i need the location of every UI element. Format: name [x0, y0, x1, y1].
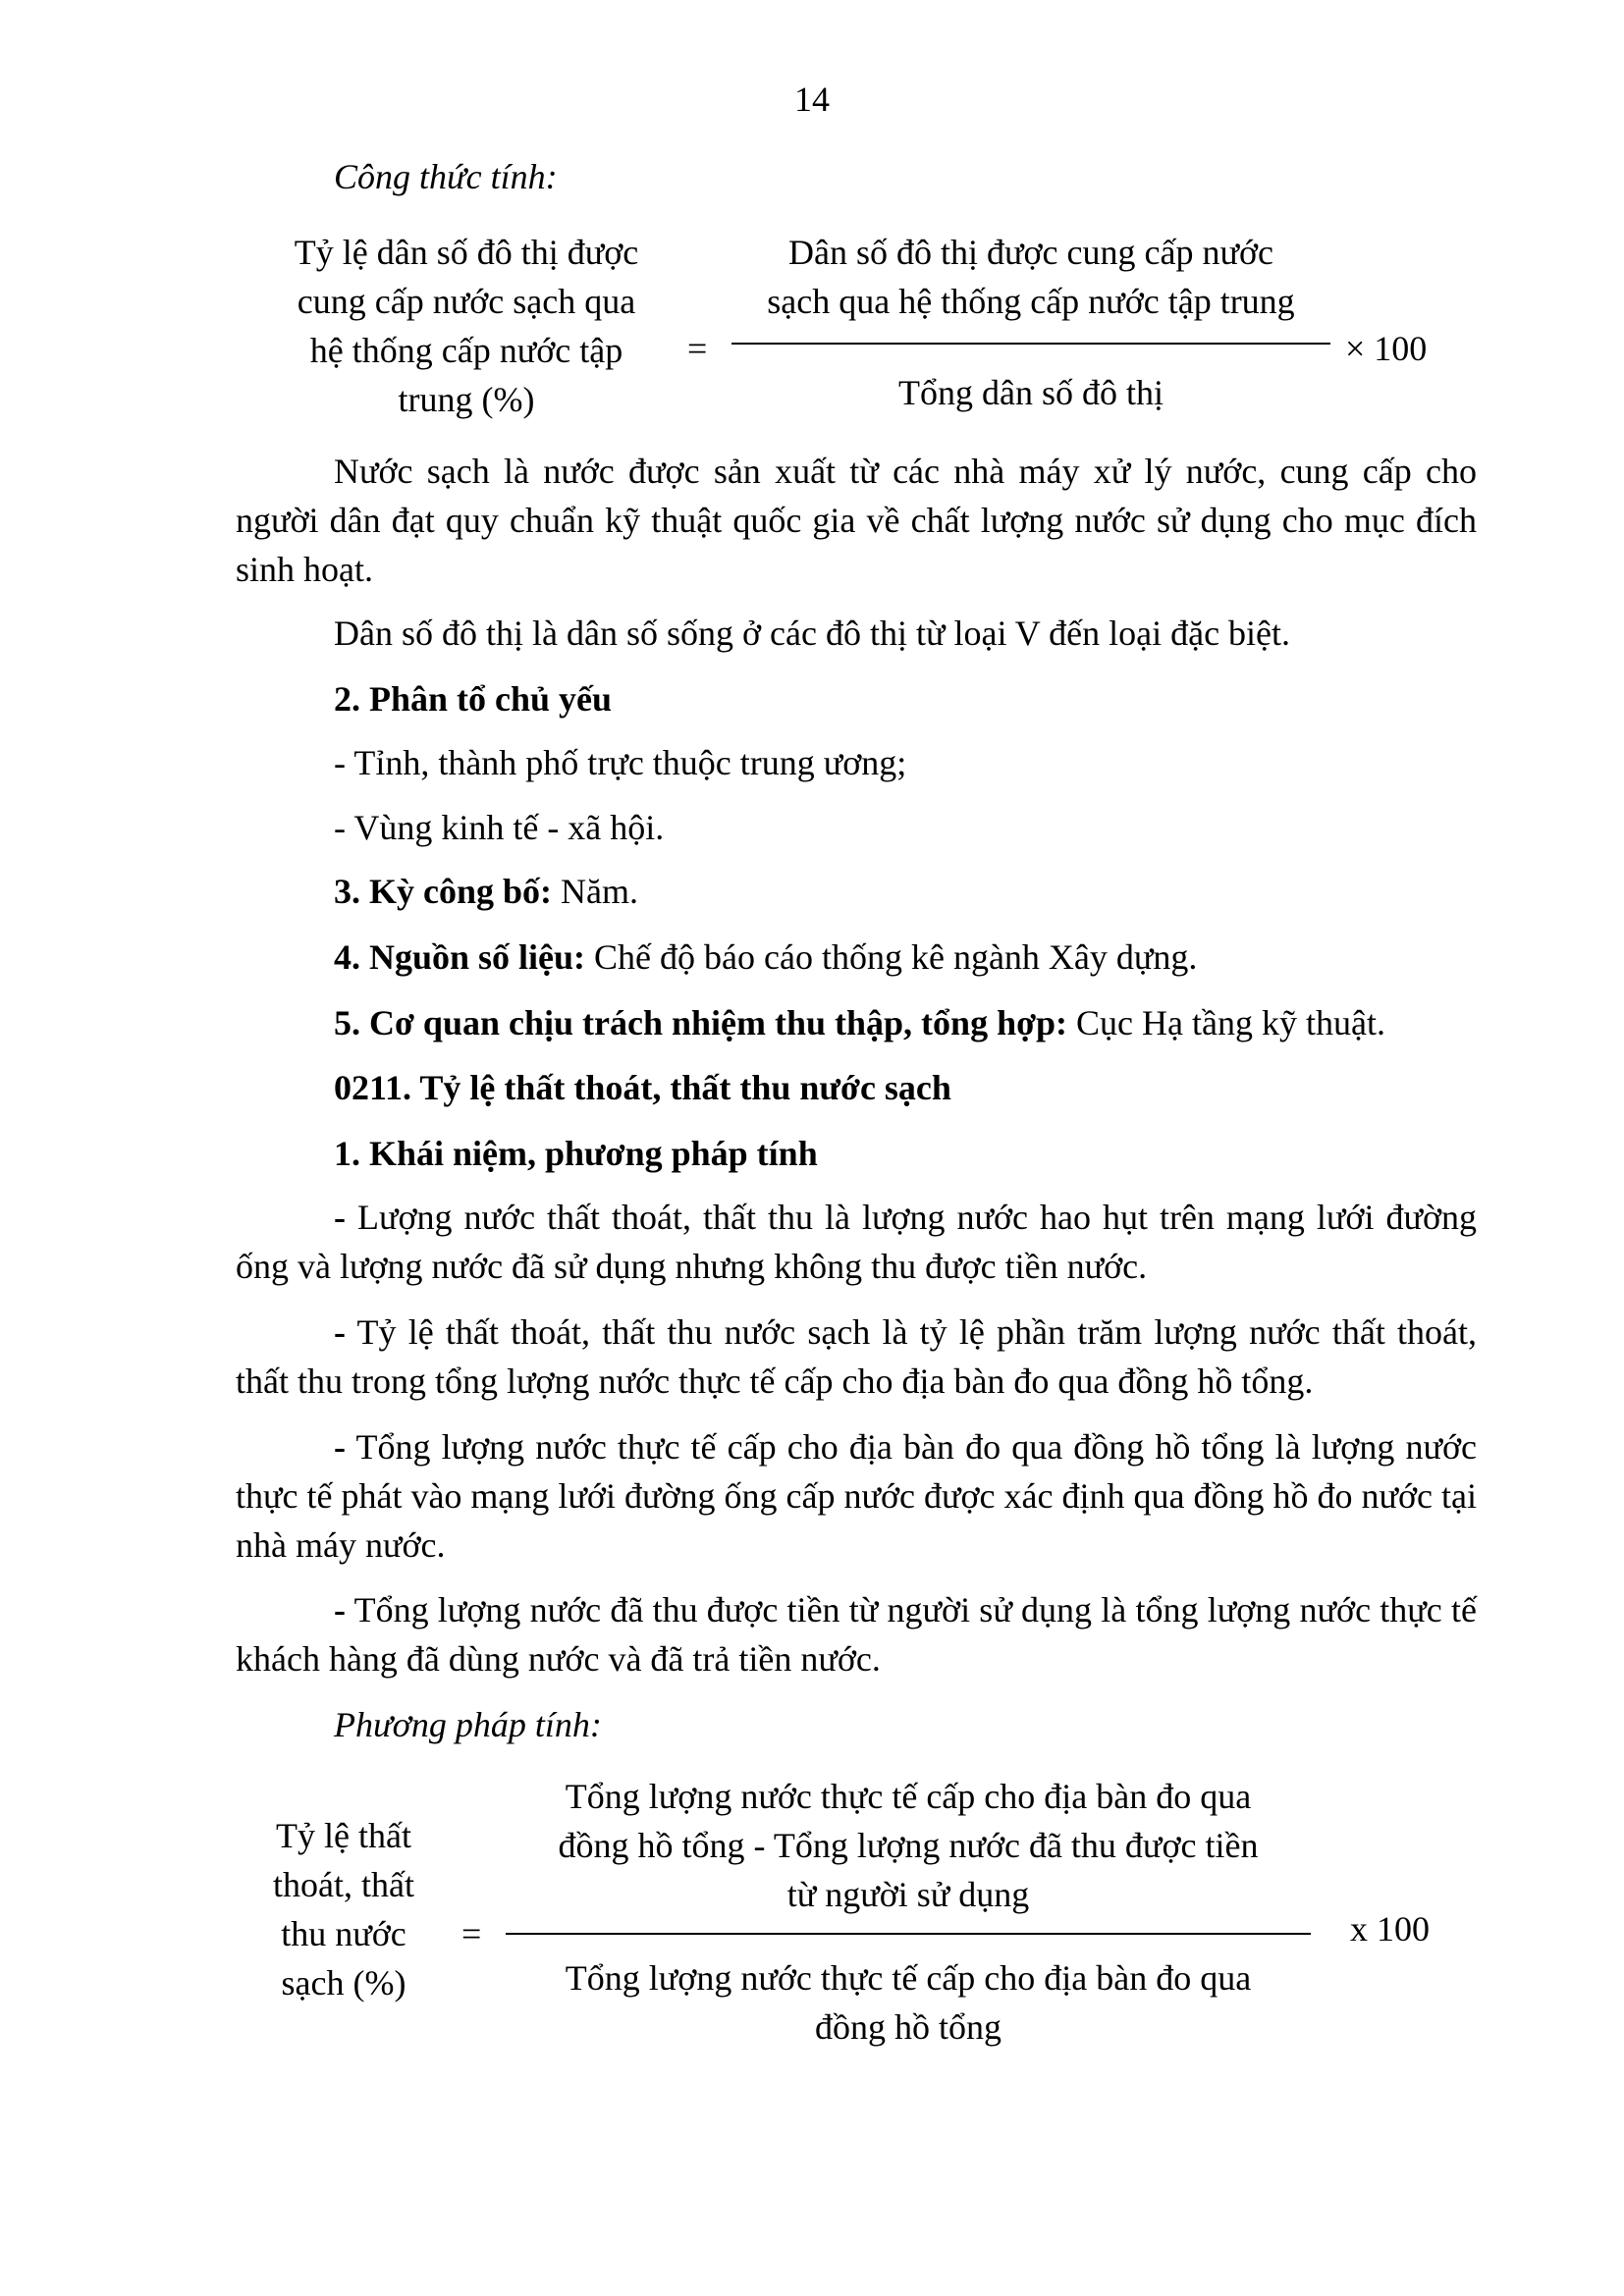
definition-paragraph: Dân số đô thị là dân số sống ở các đô thị từ loại V đến loại đặc biệt. [334, 614, 1291, 653]
bullet-paragraph [236, 1193, 1477, 1291]
formula-label-line: thu nước [281, 1914, 406, 1953]
list-item: - Vùng kinh tế - xã hội. [334, 808, 665, 847]
page-number: 14 [794, 80, 830, 119]
denominator-line: Tổng lượng nước thực tế cấp cho địa bàn đo qua [565, 1958, 1252, 1998]
bullet-dash: - [334, 1198, 346, 1237]
data-source [334, 933, 1197, 982]
bullet-dash: - [334, 1590, 346, 1629]
numerator-line: Dân số đô thị được cung cấp nước [788, 233, 1273, 272]
fraction-bar [731, 343, 1330, 345]
multiplier: x 100 [1350, 1909, 1430, 1949]
equals-sign: = [687, 329, 708, 368]
definition-paragraph: Nước sạch là nước được sản xuất từ các nhà máy xử lý nước, cung cấp cho người dân đạt quy chuẩn kỹ thuật quốc gia về chất lượng nước sử dụng cho mục đích sinh hoạt. [236, 452, 1477, 589]
field-value: Chế độ báo cáo thống kê ngành Xây dựng. [585, 937, 1198, 977]
list-item: - Tỉnh, thành phố trực thuộc trung ương; [334, 743, 907, 782]
bullet-text: Tỷ lệ thất thoát, thất thu nước sạch là tỷ lệ phần trăm lượng nước thất thoát, thất thu trong tổng lượng nước thực tế cấp cho địa bàn đo qua đồng hồ tổng. [236, 1312, 1477, 1401]
denominator-line: đồng hồ tổng [814, 2007, 1001, 2047]
bullet-dash: - [334, 1427, 346, 1467]
field-value: Năm. [552, 872, 638, 911]
section-heading: 1. Khái niệm, phương pháp tính [334, 1134, 818, 1173]
formula-label-line: cung cấp nước sạch qua [297, 282, 636, 321]
numerator-line: từ người sử dụng [786, 1875, 1030, 1914]
formula-label [236, 1811, 452, 2007]
multiplier: × 100 [1345, 329, 1428, 368]
section-heading: 2. Phân tổ chủ yếu [334, 679, 613, 719]
formula-numerator [727, 228, 1335, 326]
formula-heading: Công thức tính: [334, 157, 558, 196]
bullet-paragraph [236, 1422, 1477, 1570]
field-value: Cục Hạ tầng kỹ thuật. [1067, 1003, 1385, 1042]
formula-heading: Phương pháp tính: [334, 1705, 602, 1744]
responsible-agency [334, 998, 1385, 1047]
formula-label-line: thoát, thất [273, 1865, 414, 1904]
numerator-line: đồng hồ tổng - Tổng lượng nước đã thu được tiền [558, 1826, 1259, 1865]
numerator-line: sạch qua hệ thống cấp nước tập trung [767, 282, 1295, 321]
field-label: 4. Nguồn số liệu: [334, 937, 586, 977]
formula-label [270, 228, 663, 424]
bullet-paragraph [236, 1585, 1477, 1683]
formula-label-line: trung (%) [398, 380, 535, 419]
numerator-line: Tổng lượng nước thực tế cấp cho địa bàn đo qua [565, 1777, 1252, 1816]
formula-denominator: Tổng dân số đô thị [898, 373, 1164, 412]
formula-label-line: sạch (%) [281, 1963, 406, 2002]
bullet-text: Tổng lượng nước thực tế cấp cho địa bàn đo qua đồng hồ tổng là lượng nước thực tế phát vào mạng lưới đường ống cấp nước được xác định qua đồng hồ đo nước tại nhà máy nước. [236, 1427, 1477, 1565]
indicator-title: 0211. Tỷ lệ thất thoát, thất thu nước sạch [334, 1068, 951, 1107]
bullet-paragraph [236, 1308, 1477, 1406]
equals-sign: = [461, 1914, 482, 1953]
formula-numerator [496, 1772, 1321, 1919]
formula-label-line: hệ thống cấp nước tập [309, 331, 623, 370]
publication-period [334, 867, 638, 916]
formula-label-line: Tỷ lệ thất [276, 1816, 411, 1855]
formula-label-line: Tỷ lệ dân số đô thị được [294, 233, 639, 272]
bullet-text: Lượng nước thất thoát, thất thu là lượng nước hao hụt trên mạng lưới đường ống và lượng nước đã sử dụng nhưng không thu được tiền nước. [236, 1198, 1477, 1286]
bullet-text: Tổng lượng nước đã thu được tiền từ người sử dụng là tổng lượng nước thực tế khách hàng đã dùng nước và đã trả tiền nước. [236, 1590, 1477, 1679]
formula-denominator [496, 1953, 1321, 2052]
fraction-bar [506, 1933, 1311, 1935]
field-label: 5. Cơ quan chịu trách nhiệm thu thập, tổng hợp: [334, 1003, 1068, 1042]
field-label: 3. Kỳ công bố: [334, 872, 553, 911]
bullet-dash: - [334, 1312, 346, 1352]
